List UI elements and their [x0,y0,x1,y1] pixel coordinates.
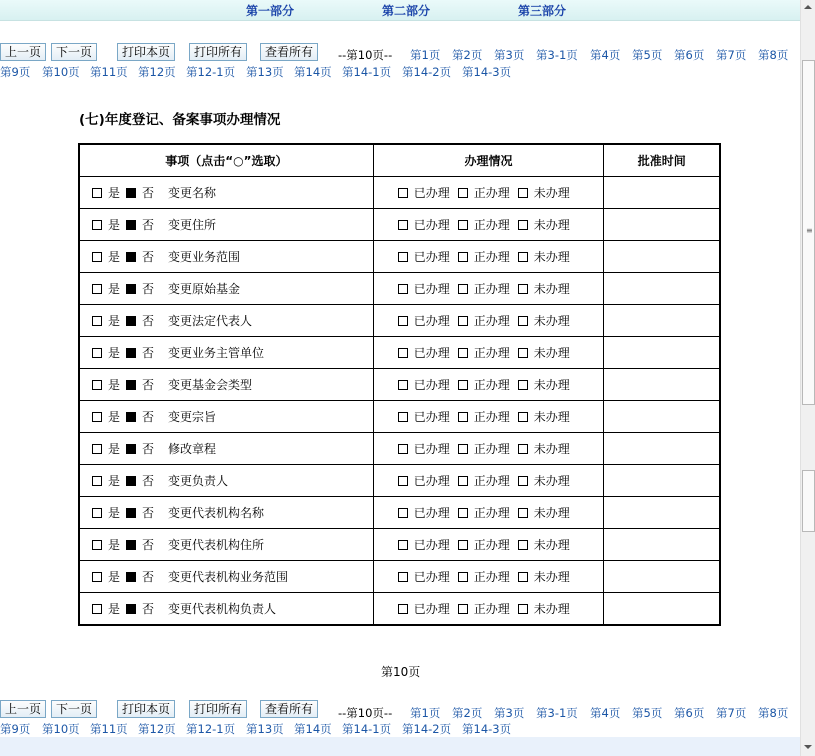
registration-table [78,143,721,626]
page-link[interactable]: 第14-2页 [402,722,452,736]
no-label: 否 [142,538,155,552]
page-link[interactable]: 第3页 [494,48,525,62]
approval-time-cell [604,433,720,465]
yes-label: 是 [108,346,121,360]
yes-label: 是 [108,378,121,392]
page-link[interactable]: 第1页 [410,706,441,720]
no-label: 否 [142,378,155,392]
item-cell [79,465,373,497]
status-option-label: 未办理 [533,410,570,424]
status-checkbox[interactable] [518,220,528,230]
grip-icon: ≡ [806,226,813,235]
table-row [79,209,720,241]
no-checkbox[interactable] [126,284,136,294]
status-checkbox[interactable] [458,188,468,198]
status-option-label: 已办理 [413,506,450,520]
status-checkbox[interactable] [518,252,528,262]
item-cell [79,497,373,529]
status-cell [373,497,604,529]
status-checkbox[interactable] [458,316,468,326]
status-checkbox[interactable] [458,444,468,454]
item-label: 变更名称 [168,186,217,200]
yes-label: 是 [108,250,121,264]
header-item: 事项（点击“○”选取） [79,144,373,177]
status-cell [373,273,604,305]
item-cell [79,241,373,273]
no-checkbox[interactable] [126,188,136,198]
approval-time-cell [604,369,720,401]
print-page-button[interactable]: 打印本页 [117,700,175,718]
status-option-label: 正办理 [473,314,510,328]
status-option-label: 未办理 [533,346,570,360]
status-option-label: 已办理 [413,442,450,456]
table-row [79,305,720,337]
status-checkbox[interactable] [518,604,528,614]
status-option-label: 未办理 [533,474,570,488]
next-page-button[interactable]: 下一页 [51,43,97,61]
yes-label: 是 [108,282,121,296]
section-title: (七)年度登记、备案事项办理情况 [79,112,281,128]
item-cell [79,401,373,433]
item-label: 变更代表机构住所 [168,538,265,552]
no-checkbox[interactable] [126,220,136,230]
status-option-label: 已办理 [413,346,450,360]
status-checkbox[interactable] [398,252,408,262]
current-page-label: --第10页-- [338,48,393,62]
status-checkbox[interactable] [518,412,528,422]
status-cell [373,433,604,465]
yes-label: 是 [108,186,121,200]
status-checkbox[interactable] [518,476,528,486]
status-checkbox[interactable] [398,540,408,550]
yes-label: 是 [108,602,121,616]
page-link[interactable]: 第12页 [138,65,176,79]
scrollbar-track-segment[interactable] [802,470,815,532]
item-label: 变更法定代表人 [168,314,253,328]
status-option-label: 未办理 [533,282,570,296]
item-cell [79,209,373,241]
page-link[interactable]: 第2页 [452,48,483,62]
status-checkbox[interactable] [458,572,468,582]
item-cell [79,273,373,305]
yes-checkbox[interactable] [92,604,102,614]
page-link[interactable]: 第7页 [716,706,747,720]
status-checkbox[interactable] [398,348,408,358]
bottom-edge [0,737,800,756]
approval-time-cell [604,273,720,305]
page-link[interactable]: 第6页 [674,48,705,62]
scrollbar-thumb[interactable] [802,60,815,405]
yes-checkbox[interactable] [92,188,102,198]
status-option-label: 已办理 [413,538,450,552]
page-link[interactable]: 第3-1页 [536,48,578,62]
no-checkbox[interactable] [126,540,136,550]
print-all-button[interactable]: 打印所有 [189,700,247,718]
page-link[interactable]: 第12-1页 [186,65,236,79]
page-link[interactable]: 第12-1页 [186,722,236,736]
item-label: 变更基金会类型 [168,378,253,392]
item-label: 变更住所 [168,218,217,232]
status-option-label: 未办理 [533,250,570,264]
view-all-button[interactable]: 查看所有 [260,43,318,61]
yes-checkbox[interactable] [92,284,102,294]
yes-label: 是 [108,314,121,328]
status-option-label: 正办理 [473,186,510,200]
item-label: 变更代表机构负责人 [168,602,277,616]
approval-time-cell [604,209,720,241]
page-link[interactable]: 第3-1页 [536,706,578,720]
status-checkbox[interactable] [458,284,468,294]
yes-checkbox[interactable] [92,220,102,230]
next-page-button[interactable]: 下一页 [51,700,97,718]
no-label: 否 [142,314,155,328]
status-checkbox[interactable] [518,284,528,294]
approval-time-cell [604,561,720,593]
page-link[interactable]: 第11页 [90,722,128,736]
item-cell [79,337,373,369]
yes-checkbox[interactable] [92,444,102,454]
yes-checkbox[interactable] [92,508,102,518]
status-cell [373,401,604,433]
table-row [79,433,720,465]
yes-label: 是 [108,218,121,232]
part-2-link[interactable]: 第二部分 [382,4,431,18]
no-label: 否 [142,346,155,360]
yes-label: 是 [108,410,121,424]
item-label: 变更代表机构名称 [168,506,265,520]
item-label: 变更代表机构业务范围 [168,570,289,584]
item-cell [79,305,373,337]
status-option-label: 已办理 [413,570,450,584]
print-all-button[interactable]: 打印所有 [189,43,247,61]
header-approval-time: 批准时间 [604,144,720,177]
no-label: 否 [142,506,155,520]
status-option-label: 正办理 [473,250,510,264]
no-checkbox[interactable] [126,348,136,358]
yes-label: 是 [108,538,121,552]
status-checkbox[interactable] [458,604,468,614]
status-checkbox[interactable] [458,348,468,358]
yes-label: 是 [108,442,121,456]
no-label: 否 [142,474,155,488]
page-link[interactable]: 第9页 [0,65,31,79]
page-link[interactable]: 第14页 [294,65,332,79]
status-cell [373,209,604,241]
item-cell [79,593,373,626]
no-label: 否 [142,570,155,584]
prev-page-button[interactable]: 上一页 [0,700,46,718]
approval-time-cell [604,401,720,433]
header-status: 办理情况 [373,144,604,177]
status-option-label: 未办理 [533,378,570,392]
table-row [79,465,720,497]
status-cell [373,561,604,593]
status-option-label: 正办理 [473,506,510,520]
page-link[interactable]: 第9页 [0,722,31,736]
page-link[interactable]: 第6页 [674,706,705,720]
status-option-label: 未办理 [533,538,570,552]
table-row [79,177,720,209]
status-checkbox[interactable] [518,188,528,198]
status-option-label: 正办理 [473,346,510,360]
status-option-label: 正办理 [473,378,510,392]
status-checkbox[interactable] [458,380,468,390]
status-option-label: 未办理 [533,442,570,456]
view-all-button[interactable]: 查看所有 [260,700,318,718]
page-link[interactable]: 第8页 [758,48,789,62]
status-option-label: 未办理 [533,186,570,200]
page-link[interactable]: 第1页 [410,48,441,62]
page-link[interactable]: 第5页 [632,48,663,62]
current-page-label: --第10页-- [338,706,393,720]
status-checkbox[interactable] [398,412,408,422]
item-label: 变更业务范围 [168,250,241,264]
status-option-label: 已办理 [413,186,450,200]
status-checkbox[interactable] [398,508,408,518]
status-checkbox[interactable] [398,380,408,390]
item-label: 变更业务主管单位 [168,346,265,360]
no-label: 否 [142,186,155,200]
part-1-link[interactable]: 第一部分 [246,4,295,18]
status-checkbox[interactable] [458,476,468,486]
table-row [79,497,720,529]
no-label: 否 [142,282,155,296]
table-row [79,273,720,305]
table-header-row [79,144,720,177]
status-option-label: 已办理 [413,250,450,264]
status-checkbox[interactable] [518,316,528,326]
item-label: 变更原始基金 [168,282,241,296]
status-checkbox[interactable] [398,284,408,294]
table-row [79,337,720,369]
yes-checkbox[interactable] [92,252,102,262]
yes-label: 是 [108,506,121,520]
status-cell [373,337,604,369]
status-cell [373,465,604,497]
page-link[interactable]: 第7页 [716,48,747,62]
table-row [79,529,720,561]
status-option-label: 已办理 [413,218,450,232]
status-option-label: 未办理 [533,218,570,232]
no-checkbox[interactable] [126,412,136,422]
yes-checkbox[interactable] [92,412,102,422]
table-row [79,369,720,401]
approval-time-cell [604,529,720,561]
status-checkbox[interactable] [398,220,408,230]
yes-label: 是 [108,474,121,488]
no-checkbox[interactable] [126,380,136,390]
status-option-label: 已办理 [413,602,450,616]
status-checkbox[interactable] [518,380,528,390]
no-checkbox[interactable] [126,604,136,614]
approval-time-cell [604,177,720,209]
status-checkbox[interactable] [518,444,528,454]
item-cell [79,433,373,465]
status-cell [373,593,604,626]
no-checkbox[interactable] [126,508,136,518]
status-checkbox[interactable] [398,444,408,454]
scroll-up-icon[interactable] [804,5,812,9]
no-label: 否 [142,250,155,264]
page-link[interactable]: 第5页 [632,706,663,720]
status-checkbox[interactable] [398,316,408,326]
status-cell [373,241,604,273]
status-cell [373,305,604,337]
item-cell [79,177,373,209]
no-label: 否 [142,602,155,616]
status-checkbox[interactable] [458,540,468,550]
status-option-label: 正办理 [473,538,510,552]
status-cell [373,529,604,561]
table-row [79,561,720,593]
no-checkbox[interactable] [126,444,136,454]
print-page-button[interactable]: 打印本页 [117,43,175,61]
page-link[interactable]: 第13页 [246,722,284,736]
yes-label: 是 [108,570,121,584]
prev-page-button[interactable]: 上一页 [0,43,46,61]
item-cell [79,369,373,401]
status-option-label: 正办理 [473,602,510,616]
page-link[interactable]: 第4页 [590,706,621,720]
status-checkbox[interactable] [398,476,408,486]
status-checkbox[interactable] [518,572,528,582]
status-checkbox[interactable] [518,508,528,518]
page-number: 第10页 [381,665,421,679]
status-option-label: 正办理 [473,442,510,456]
status-checkbox[interactable] [458,220,468,230]
status-option-label: 未办理 [533,570,570,584]
page-link[interactable]: 第10页 [42,65,80,79]
status-option-label: 已办理 [413,474,450,488]
item-label: 变更负责人 [168,474,229,488]
yes-checkbox[interactable] [92,572,102,582]
status-option-label: 已办理 [413,410,450,424]
page-link[interactable]: 第14-3页 [462,722,512,736]
status-option-label: 已办理 [413,314,450,328]
status-option-label: 正办理 [473,218,510,232]
part-3-link[interactable]: 第三部分 [518,4,567,18]
approval-time-cell [604,305,720,337]
approval-time-cell [604,465,720,497]
page-link[interactable]: 第14-1页 [342,65,392,79]
no-checkbox[interactable] [126,316,136,326]
page-link[interactable]: 第3页 [494,706,525,720]
status-option-label: 正办理 [473,474,510,488]
approval-time-cell [604,337,720,369]
page-link[interactable]: 第14-3页 [462,65,512,79]
scroll-down-icon[interactable] [804,745,812,749]
status-checkbox[interactable] [398,572,408,582]
status-checkbox[interactable] [518,348,528,358]
no-checkbox[interactable] [126,252,136,262]
status-checkbox[interactable] [458,508,468,518]
yes-checkbox[interactable] [92,540,102,550]
table-body [79,177,720,626]
page-link[interactable]: 第10页 [42,722,80,736]
item-label: 修改章程 [168,442,217,456]
status-option-label: 正办理 [473,410,510,424]
no-label: 否 [142,442,155,456]
vertical-scrollbar[interactable] [800,0,815,756]
status-option-label: 已办理 [413,378,450,392]
page-link[interactable]: 第13页 [246,65,284,79]
status-cell [373,369,604,401]
approval-time-cell [604,593,720,626]
page-link[interactable]: 第14页 [294,722,332,736]
status-checkbox[interactable] [458,252,468,262]
table-row [79,241,720,273]
item-label: 变更宗旨 [168,410,217,424]
yes-checkbox[interactable] [92,316,102,326]
no-label: 否 [142,410,155,424]
status-option-label: 未办理 [533,506,570,520]
yes-checkbox[interactable] [92,380,102,390]
page-link[interactable]: 第14-2页 [402,65,452,79]
yes-checkbox[interactable] [92,348,102,358]
no-label: 否 [142,218,155,232]
page-link[interactable]: 第4页 [590,48,621,62]
status-option-label: 正办理 [473,282,510,296]
yes-checkbox[interactable] [92,476,102,486]
status-option-label: 已办理 [413,282,450,296]
approval-time-cell [604,497,720,529]
status-cell [373,177,604,209]
status-checkbox[interactable] [398,604,408,614]
page-link[interactable]: 第12页 [138,722,176,736]
item-cell [79,561,373,593]
table-row [79,401,720,433]
status-option-label: 未办理 [533,602,570,616]
status-checkbox[interactable] [458,412,468,422]
table-row [79,593,720,626]
status-option-label: 正办理 [473,570,510,584]
approval-time-cell [604,241,720,273]
page-link[interactable]: 第14-1页 [342,722,392,736]
item-cell [79,529,373,561]
status-option-label: 未办理 [533,314,570,328]
page-link[interactable]: 第2页 [452,706,483,720]
no-checkbox[interactable] [126,572,136,582]
status-checkbox[interactable] [518,540,528,550]
page-link[interactable]: 第11页 [90,65,128,79]
top-section-bar [0,0,800,21]
no-checkbox[interactable] [126,476,136,486]
page-link[interactable]: 第8页 [758,706,789,720]
status-checkbox[interactable] [398,188,408,198]
